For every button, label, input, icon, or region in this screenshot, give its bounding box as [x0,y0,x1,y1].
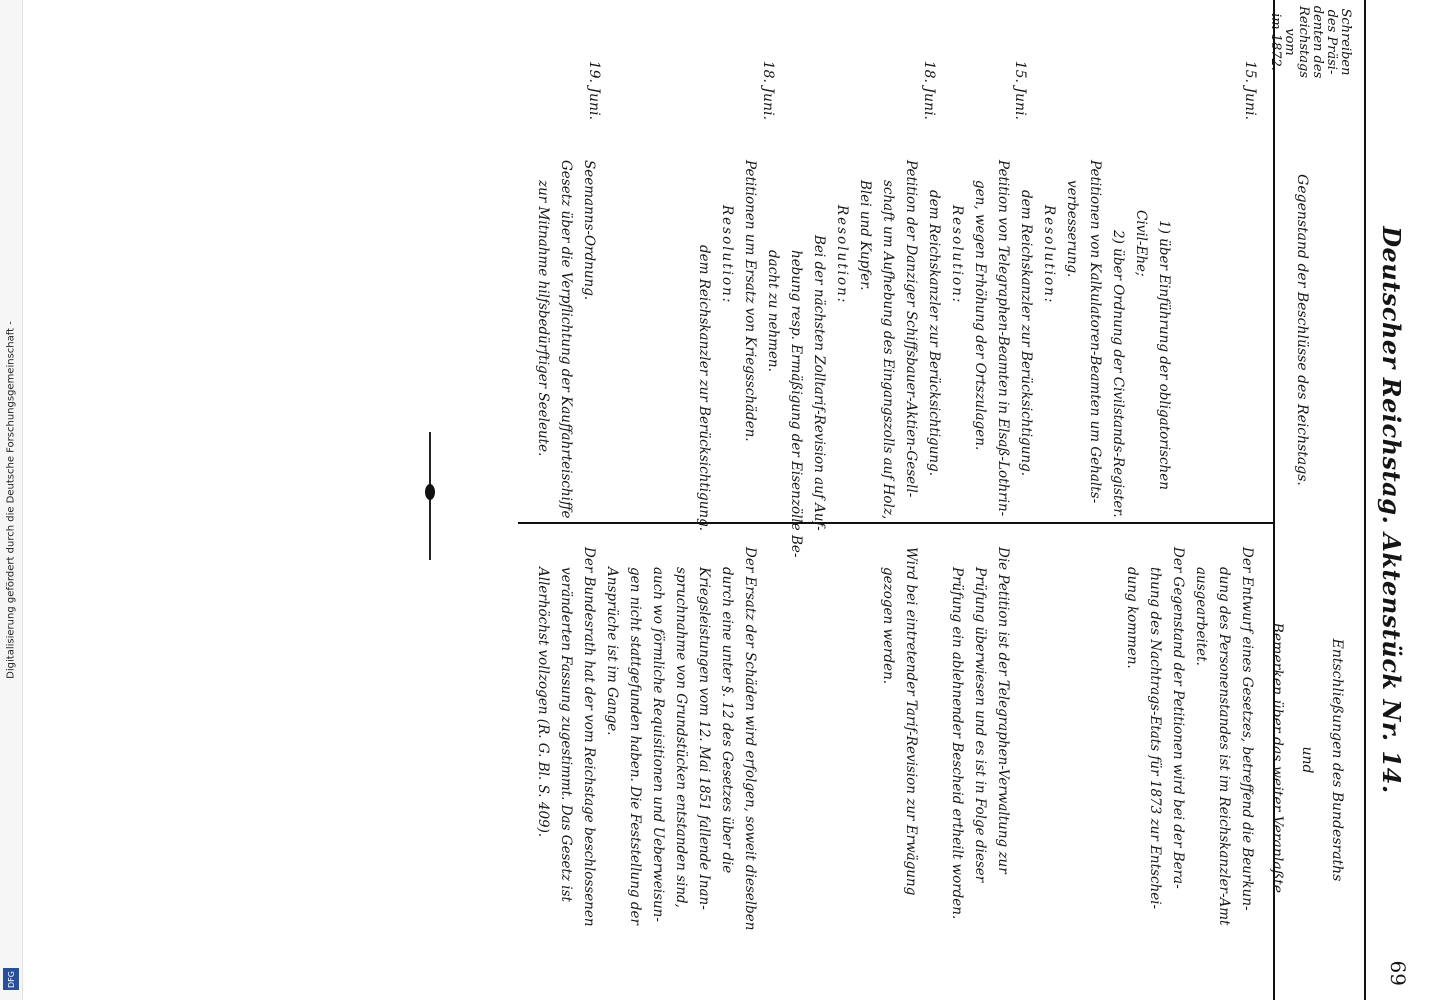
page-number: 69 [1386,960,1410,986]
running-head: Deutscher Reichstag. Aktenstück Nr. 14. [1377,226,1406,794]
entry-decision: Die Petition ist der Telegraphen-Verwaltung zur Prüfung überwiesen und es ist in Folge dieser Prüfung ein ablehnender Bescheid ertheilt worden. [949,547,1011,920]
column-header-decisions: Entschließungen des Bundesraths und Bemerken über das weiter Veranlaßte. [1269,622,1345,898]
digitization-credit: Digitalisierung gefördert durch die Deutsche Forschungsgemeinschaft - [5,321,17,679]
dfg-logo: DFG [3,968,19,990]
digitization-strip [0,0,23,1000]
binding-mark [425,484,435,500]
entry-date: 19. Juni. [586,60,602,120]
entry-date: 15. Juni. [1242,60,1258,120]
document-page [518,0,1418,1000]
column-header-sender: Schreiben des Präsi- denten des Reichstags vom im 1872. [1268,5,1353,79]
entry-subject: Seemanns-Ordnung. Gesetz über die Verpflichtung der Kauffahrteischiffe zur Mitnahme hilfsbedürftiger Seeleute. [535,160,597,519]
column-divider [518,522,1275,524]
entry-decision: Der Bundesrath hat der vom Reichstage beschlossenen veränderten Fassung zugestimmt. Das Gesetz ist Allerhöchst vollzogen (R. G. Bl. S. 409). [535,547,597,927]
entry-decision: Wird bei eintretender Tarif-Revision zur Erwägung gezogen werden. [880,547,919,896]
entry-decision: Der Entwurf eines Gesetzes, betreffend die Beurkun- dung des Personenstandes ist im Reichskanzler-Amt ausgearbeitet. Der Gegenstand der Petitionen wird bei der Bera- thung des Nachtrags-Etats für 1873 zur Entschei- dung kommen. [1124,547,1255,926]
entry-date: 18. Juni. [921,60,937,120]
top-rule [1364,0,1366,1000]
entry-subject: Petitionen um Ersatz von Kriegsschäden. Resolution: dem Reichskanzler zur Berücksichtigung. [696,160,758,532]
entry-date: 18. Juni. [760,60,776,120]
entry-subject: Petition der Danziger Schiffsbauer-Aktien-Gesell- schaft um Aufhebung des Eingangszolls auf Holz, Blei und Kupfer. Resolution: Bei der nächsten Zolltarif-Revision auf Auf- hebung resp. Ermäßigung der Eisenzölle Be- dacht zu nehmen. [765,160,919,558]
entry-decision: Der Ersatz der Schäden wird erfolgen, soweit dieselben durch eine unter §. 12 des Gesetzes über die Kriegsleistungen vom 12. Mai 1851 fallende Inan- spruchnahme von Grundstücken entstanden sind, auch wo förmliche Requisitionen und Ueberweisun- gen nicht stattgefunden haben. Die Feststellung der Ansprüche ist im Gange. [604,547,758,931]
column-header-subject: Gegenstand der Beschlüsse des Reichstags. [1294,174,1310,486]
entry-date: 15. Juni. [1012,60,1028,120]
entry-subject: 1) über Einführung der obligatorischen Civil-Ehe; 2) über Ordnung der Civilstands-Register. [1110,210,1172,518]
entry-subject: Petition von Telegraphen-Beamten in Elsaß-Lothrin- gen, wegen Erhöhung der Ortszulagen. Resolution: dem Reichskanzler zur Berücksichtigung. [926,160,1011,517]
entry-subject-petition: Petitionen von Kalkulatoren-Beamten um Gehalts- verbesserung. Resolution: dem Reichskanzler zur Berücksichtigung. [1018,160,1103,504]
